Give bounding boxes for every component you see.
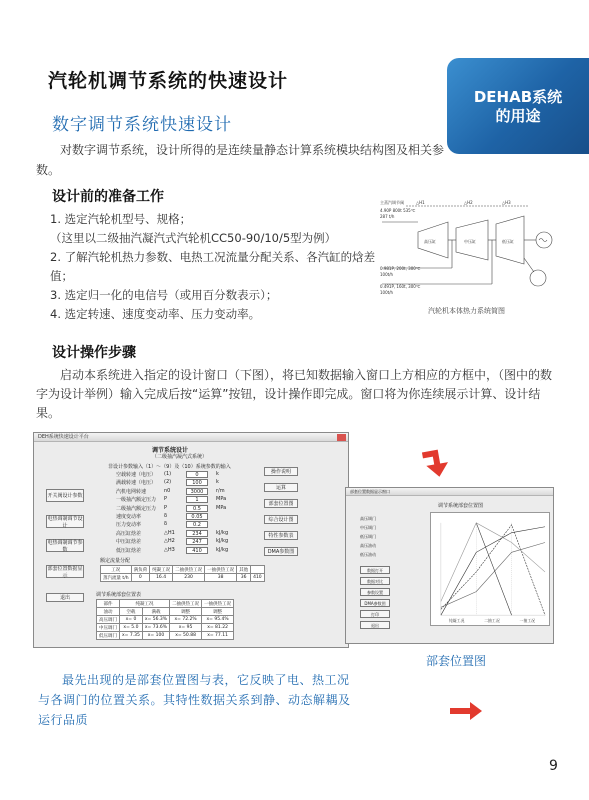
pos-cell: x= 77.11 (202, 632, 234, 640)
flow-header (251, 566, 265, 574)
flow-cell: 410 (251, 574, 265, 582)
intro-paragraph: 对数字调节系统，设计所得的是连续量静态计算系统模块结构图及相关参数。 (36, 143, 445, 177)
diagram-label: 100t/h (380, 290, 394, 295)
param-label: 高压缸焓差 (116, 530, 142, 537)
flow-table (100, 565, 265, 582)
window-titlebar: DEH系统快速设计平台 (34, 433, 348, 442)
pos-cell: x= 0 (120, 616, 143, 624)
graph-button[interactable]: 数据打开 (360, 566, 390, 574)
pos-subheader: 调整 (202, 608, 234, 616)
diagram-label: 287 t/h (380, 214, 395, 219)
diagram-label: 高压缸 (424, 239, 436, 244)
param-input[interactable]: 0.05 (186, 513, 208, 520)
input-prompt: 非设计参数输入（1）～（9）及（10）系统参数的输入 (108, 464, 231, 470)
param-symbol: P (164, 496, 168, 503)
flow-header: 一抽供热工况 (205, 566, 237, 574)
param-input[interactable]: 3000 (186, 488, 208, 495)
param-unit: kJ/kg (216, 529, 229, 536)
pos-cell: x= 95 (170, 624, 202, 632)
right-button-1[interactable]: 操作说明 (264, 467, 298, 476)
flow-cell: 36 (237, 574, 251, 582)
exit-button[interactable]: 退出 (46, 593, 84, 602)
diagram-label: △H1 (416, 200, 425, 205)
close-icon[interactable] (337, 434, 346, 441)
legend-entry: 高压调门 (360, 516, 376, 521)
pos-cell: x= 5.0 (120, 624, 143, 632)
pos-subheader: 满载 (142, 608, 169, 616)
pos-header: 二抽供热工况 (170, 600, 202, 608)
window-title: 调节系统设计 (152, 447, 189, 454)
diagram-label: 中压缸 (464, 239, 476, 244)
prep-item: 2. 了解汽轮机热力参数、电热工况流量分配关系、各汽缸的焓差值； (50, 250, 376, 283)
diagram-label: 100t/h (380, 272, 394, 277)
arrow-right-icon (448, 700, 484, 722)
legend-entry: 低压调门 (360, 534, 376, 539)
prep-list (36, 210, 396, 324)
flow-cell: 230 (173, 574, 205, 582)
param-unit: MPa (216, 496, 227, 503)
prep-item: 4. 选定转速、速度变动率、压力变动率。 (50, 307, 261, 321)
pos-cell: x= 50.88 (170, 632, 202, 640)
legend-entry: 低压油动 (360, 552, 376, 557)
steps-heading: 设计操作步骤 (52, 345, 136, 361)
param-unit: kJ/kg (216, 538, 229, 545)
pos-cell: x= 7.35 (120, 632, 143, 640)
param-label: 中压缸焓差 (116, 539, 142, 546)
flow-header: 纯凝工况 (150, 566, 173, 574)
param-unit: k (216, 471, 219, 477)
param-label: 满载转速（电压） (116, 480, 157, 487)
param-label: 低压缸焓差 (116, 547, 142, 554)
flow-cell: 38 (205, 574, 237, 582)
graph-button[interactable]: DMA参数图 (360, 599, 390, 607)
flow-cell: 16.4 (150, 574, 173, 582)
param-label: 压力变动率 (116, 522, 142, 529)
left-button-1[interactable]: 开关阀设计参数 (46, 489, 84, 502)
param-symbol: △H3 (164, 546, 175, 553)
pos-cell: x= 95.4% (202, 616, 234, 624)
tag-line-2: 的用途 (495, 107, 541, 125)
window-subtitle: （二级抽汽凝汽式系统） (152, 454, 208, 460)
param-unit: MPa (216, 504, 227, 511)
graph-button[interactable]: 打印 (360, 610, 390, 618)
right-button-4[interactable]: 综合设计图 (264, 515, 298, 524)
param-symbol: δ (164, 513, 168, 519)
pos-cell: x= 73.6% (142, 624, 169, 632)
param-label: 空载转速（电压） (116, 472, 157, 478)
param-unit: k (216, 479, 219, 486)
param-symbol: P (164, 504, 168, 511)
diagram-label: △H2 (464, 200, 473, 205)
flow-header: 二抽供热工况 (173, 566, 205, 574)
steps-paragraph: 启动本系统进入指定的设计窗口（下图），将已知数据输入窗口上方相应的方框中，（图中的数字为设计举例）输入完成后按“运算”按钮，设计操作即完成。窗口将为你连续展示计算、设计结果。 (36, 368, 553, 420)
graph-button[interactable]: 参数设置 (360, 588, 390, 596)
param-unit: kJ/kg (216, 546, 229, 553)
graph-xlabel: 纯凝工况 (448, 618, 465, 624)
compute-button[interactable]: 运算 (264, 483, 298, 492)
left-button-3[interactable]: 电热调制调节参数 (47, 539, 83, 553)
pos-header: 一抽供热工况 (202, 600, 234, 608)
pos-header: 部件 (97, 600, 120, 608)
pos-cell: x= 72.2% (170, 616, 202, 624)
flow-header: 其他 (237, 566, 251, 574)
param-symbol: △H1 (164, 529, 175, 536)
param-input[interactable]: 1 (186, 496, 208, 503)
flow-cell: 0 (131, 574, 150, 582)
param-input[interactable]: 247 (186, 538, 208, 545)
graph-button[interactable]: 退出 (360, 621, 390, 629)
position-table-title: 调节系统部套位置表 (96, 592, 142, 598)
diagram-label: △H3 (502, 200, 511, 205)
legend-entry: 高压油动 (360, 543, 376, 548)
param-input[interactable]: 234 (186, 530, 208, 537)
param-input[interactable]: 0.2 (186, 521, 208, 528)
param-symbol: (2) (164, 479, 172, 486)
graph-button[interactable]: 数据对比 (360, 577, 390, 585)
right-button-5[interactable]: 特性参数表 (264, 531, 298, 540)
pos-header: 纯凝工况 (120, 600, 170, 608)
param-symbol: (1) (164, 471, 172, 477)
right-button-3[interactable]: 部套位置图 (264, 499, 298, 508)
pos-cell: 高压调门 (97, 616, 120, 624)
dehab-tag (447, 58, 589, 154)
pos-cell: 低压调门 (97, 632, 120, 640)
param-symbol: △H2 (164, 538, 175, 545)
diagram-label: 0.981P, 200t, 300℃ (380, 266, 421, 271)
page-number: 9 (549, 758, 558, 774)
graph-window-titlebar: 部套位置数据显示窗口 (346, 488, 553, 496)
pos-subheader: 调整 (170, 608, 202, 616)
page-title: 汽轮机调节系统的快速设计 (48, 70, 289, 92)
prep-heading: 设计前的准备工作 (52, 189, 164, 205)
prep-item: 3. 选定归一化的电信号（或用百分数表示）； (50, 288, 278, 302)
pos-subheader: 油动 (97, 608, 120, 616)
diagram-label: 4.90P 800t 535℃ (380, 208, 416, 213)
diagram-label: 主蒸汽调节阀 (380, 200, 404, 205)
left-button-2[interactable]: 电热调制调节设计 (47, 515, 83, 529)
pos-cell: x= 81.22 (202, 624, 234, 632)
right-button-6[interactable]: DMA参数图 (264, 547, 298, 556)
pos-cell: x= 100 (142, 632, 169, 640)
arrow-down-icon (420, 446, 454, 480)
closing-paragraph: 最先出现的是部套位置图与表，它反映了电、热工况与各调门的位置关系。其特性数据关系到静、动态解耦及运行品质 (38, 673, 351, 727)
pos-cell: x= 56.3% (142, 616, 169, 624)
param-symbol: δ (164, 521, 168, 528)
param-label: 一级抽汽额定压力 (116, 497, 157, 504)
design-window (33, 432, 349, 648)
pos-cell: 中压调门 (97, 624, 120, 632)
position-plot (430, 512, 550, 626)
param-label: 二级抽汽额定压力 (116, 505, 157, 512)
param-input[interactable]: 100 (186, 479, 208, 486)
param-symbol: n0 (164, 487, 171, 494)
flow-header: 满负荷 (131, 566, 150, 574)
diagram-label: 低压缸 (502, 239, 514, 244)
legend-entry: 中压调门 (360, 525, 376, 530)
diagram-caption: 汽轮机本体热力系统简图 (428, 307, 505, 315)
flow-header: 工况 (101, 566, 132, 574)
graph-xlabel: 一抽工况 (519, 618, 536, 624)
prep-item: （这里以二级抽汽凝汽式汽轮机CC50-90/10/5型为例） (50, 231, 337, 245)
generator-symbol (539, 239, 547, 242)
param-input[interactable]: 0 (186, 471, 208, 478)
param-label: 汽机电网转速 (116, 488, 147, 495)
graph-caption: 部套位置图 (426, 654, 487, 668)
diagram-label: 0.491P, 160t, 300℃ (380, 284, 421, 289)
param-unit: r/m (216, 487, 225, 494)
param-label: 速度变动率 (116, 514, 142, 520)
flow-cell: 蒸汽流量 t/h (101, 574, 132, 582)
section-subtitle: 数字调节系统快速设计 (52, 115, 232, 135)
left-button-4[interactable]: 部套位置数据显示 (47, 565, 83, 579)
param-input[interactable]: 0.5 (186, 505, 208, 512)
graph-xlabel: 二抽工况 (484, 618, 500, 624)
position-graph-window (345, 487, 554, 644)
turbine-thermal-diagram (378, 198, 556, 298)
flow-table-title: 额定流量分配 (100, 558, 131, 564)
param-input[interactable]: 410 (186, 547, 208, 554)
tag-line-1: DEHAB系统 (473, 88, 563, 106)
graph-title: 调节系统部套位置图 (438, 503, 484, 509)
position-table (96, 599, 234, 640)
pos-subheader: 空载 (120, 608, 143, 616)
prep-item: 1. 选定汽轮机型号、规格； (50, 212, 192, 226)
